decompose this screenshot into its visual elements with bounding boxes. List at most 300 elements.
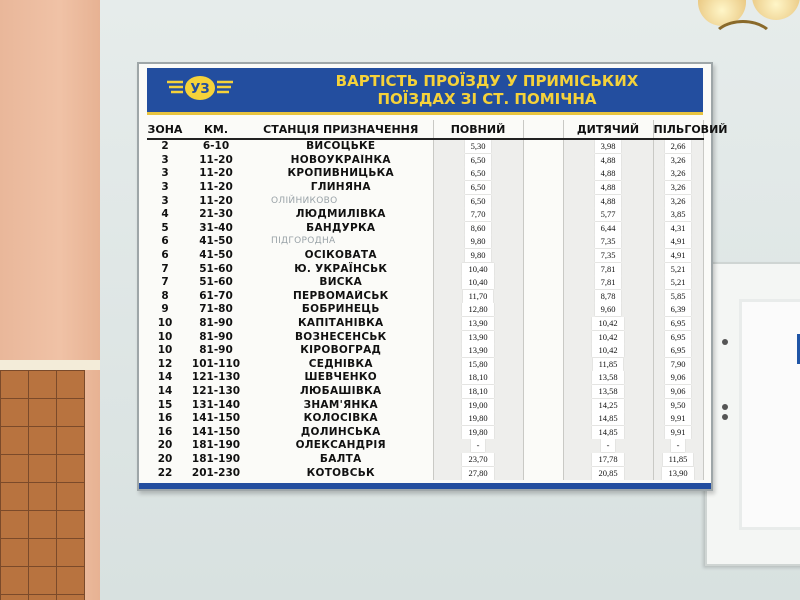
- row-fare-discount-label: 6,39: [665, 303, 692, 316]
- table-row: [147, 249, 703, 263]
- row-station: ОСІКОВАТА: [304, 249, 377, 262]
- row-fare-child: [563, 222, 653, 236]
- row-fare-full: [433, 344, 523, 358]
- row-km: 31-40: [199, 221, 233, 234]
- row-km: 101-110: [191, 357, 241, 370]
- row-fare-child-label: 14,25: [592, 399, 623, 412]
- row-zone: 20: [157, 452, 173, 465]
- row-station: ОЛЕКСАНДРІЯ: [295, 439, 386, 452]
- row-fare-child-label: 20,85: [592, 467, 623, 480]
- table-row: [147, 398, 703, 412]
- row-zone: 14: [157, 384, 173, 397]
- col-header-discount: ПІЛЬГОВИЙ: [653, 120, 703, 139]
- row-fare-child: [563, 385, 653, 399]
- row-fare-full: [433, 358, 523, 372]
- row-fare-child: [563, 181, 653, 195]
- row-gap: [523, 154, 563, 168]
- table-row: [147, 358, 703, 372]
- row-fare-discount: [653, 317, 703, 331]
- table-row: [147, 262, 703, 276]
- row-zone: 3: [161, 181, 169, 194]
- row-fare-full-label: -: [471, 439, 486, 452]
- col-header-station: СТАНЦІЯ ПРИЗНАЧЕННЯ: [249, 120, 433, 139]
- col-header-zone: ЗОНА: [147, 120, 183, 139]
- lamp-shade-right: [752, 0, 800, 20]
- row-fare-child: [563, 358, 653, 372]
- row-km: 141-150: [191, 425, 241, 438]
- table-row: [147, 439, 703, 453]
- table-row: [147, 330, 703, 344]
- row-fare-full: [433, 181, 523, 195]
- row-fare-child: [563, 344, 653, 358]
- row-km: 181-190: [191, 439, 241, 452]
- row-fare-discount: [653, 167, 703, 181]
- row-km: 181-190: [191, 452, 241, 465]
- row-fare-full-label: 19,80: [462, 426, 493, 439]
- row-fare-full-label: 11,70: [463, 290, 494, 303]
- table-row: [147, 425, 703, 439]
- row-fare-discount: [653, 154, 703, 168]
- row-fare-child-label: 4,88: [595, 154, 622, 167]
- row-fare-discount-label: 4,91: [665, 235, 692, 248]
- row-station: НОВОУКРАЇНКА: [290, 153, 391, 166]
- row-gap: [523, 425, 563, 439]
- row-fare-child-label: 10,42: [592, 331, 623, 344]
- frame-bolt: [722, 339, 728, 345]
- row-zone: 9: [161, 303, 169, 316]
- row-fare-child-label: 6,44: [595, 222, 622, 235]
- row-zone: 6: [161, 235, 169, 248]
- row-fare-child: [563, 276, 653, 290]
- tiled-wall: [0, 370, 85, 600]
- row-fare-full-label: 7,70: [465, 208, 492, 221]
- left-wall: [0, 0, 100, 600]
- table-row: [147, 222, 703, 236]
- col-header-full: ПОВНИЙ: [433, 120, 523, 139]
- row-fare-full-label: 13,90: [462, 331, 493, 344]
- row-gap: [523, 235, 563, 249]
- row-fare-full-label: 19,80: [462, 412, 493, 425]
- row-fare-full-label: 27,80: [462, 467, 493, 480]
- row-fare-full: [433, 276, 523, 290]
- row-fare-full: [433, 412, 523, 426]
- table-row: [147, 466, 703, 480]
- row-station: Ю. УКРАЇНСЬК: [294, 262, 388, 275]
- row-station: БОБРИНЕЦЬ: [301, 303, 380, 316]
- title-line-2: ПОЇЗДАХ ЗІ СТ. ПОМІЧНА: [377, 90, 597, 108]
- row-fare-full-label: 9,80: [465, 235, 492, 248]
- row-fare-full: [433, 317, 523, 331]
- row-km: 121-130: [191, 384, 241, 397]
- row-fare-discount-label: 3,85: [665, 208, 692, 221]
- row-fare-discount: [653, 453, 703, 467]
- table-row: [147, 317, 703, 331]
- row-station: ПЕРВОМАЙСЬК: [292, 289, 389, 302]
- row-fare-discount-label: 5,85: [665, 290, 692, 303]
- row-station: ОЛІЙНИКОВО: [271, 195, 338, 206]
- row-fare-child-label: 9,60: [595, 303, 622, 316]
- table-row: [147, 154, 703, 168]
- row-fare-child: [563, 453, 653, 467]
- row-fare-child-label: 17,78: [592, 453, 623, 466]
- row-fare-full-label: 6,50: [465, 195, 492, 208]
- row-fare-full: [433, 466, 523, 480]
- row-fare-child-label: 14,85: [592, 412, 623, 425]
- row-fare-discount: [653, 194, 703, 208]
- row-gap: [523, 208, 563, 222]
- row-fare-discount-label: 9,06: [665, 385, 692, 398]
- row-gap: [523, 181, 563, 195]
- table-row: [147, 385, 703, 399]
- row-fare-full: [433, 303, 523, 317]
- row-station: КРОПИВНИЦЬКА: [287, 167, 394, 180]
- row-zone: 22: [157, 466, 173, 479]
- row-fare-child-label: 4,88: [595, 167, 622, 180]
- row-fare-full-label: 6,50: [465, 181, 492, 194]
- row-fare-discount-label: 9,06: [665, 371, 692, 384]
- row-station: КОТОВСЬК: [306, 466, 375, 479]
- row-fare-discount-label: 11,85: [663, 453, 694, 466]
- table-row: [147, 276, 703, 290]
- board-footer-stripe: [139, 483, 711, 489]
- row-fare-child-label: 3,98: [595, 140, 622, 153]
- row-fare-child-label: 7,35: [595, 249, 622, 262]
- row-fare-full: [433, 167, 523, 181]
- row-fare-full: [433, 371, 523, 385]
- row-fare-full: [433, 385, 523, 399]
- row-station: ГЛИНЯНА: [310, 181, 371, 194]
- row-station: ЛЮБАШІВКА: [300, 384, 382, 397]
- row-fare-child-label: 7,81: [595, 276, 622, 289]
- row-fare-child: [563, 330, 653, 344]
- row-fare-child-label: 7,35: [595, 235, 622, 248]
- row-zone: 3: [161, 167, 169, 180]
- row-fare-child-label: 4,88: [595, 195, 622, 208]
- row-fare-full: [433, 208, 523, 222]
- row-fare-child: [563, 412, 653, 426]
- row-km: 51-60: [199, 262, 233, 275]
- row-fare-discount-label: 5,21: [665, 263, 692, 276]
- row-fare-discount: [653, 412, 703, 426]
- row-station: ЛЮДМИЛІВКА: [295, 208, 386, 221]
- row-gap: [523, 222, 563, 236]
- row-fare-child: [563, 262, 653, 276]
- row-zone: 6: [161, 249, 169, 262]
- row-fare-full: [433, 290, 523, 304]
- row-fare-discount: [653, 358, 703, 372]
- row-fare-discount: [653, 371, 703, 385]
- notice-board: [705, 262, 800, 566]
- row-station: ШЕВЧЕНКО: [304, 371, 377, 384]
- uz-logo: [165, 74, 235, 104]
- row-gap: [523, 262, 563, 276]
- table-row: [147, 453, 703, 467]
- row-station: СЕДНІВКА: [308, 357, 373, 370]
- row-km: 11-20: [199, 194, 233, 207]
- row-gap: [523, 249, 563, 263]
- row-zone: 10: [157, 317, 173, 330]
- row-fare-discount-label: 9,91: [665, 412, 692, 425]
- row-fare-full: [433, 425, 523, 439]
- table-row: [147, 208, 703, 222]
- row-fare-full-label: 18,10: [462, 371, 493, 384]
- row-station: БАНДУРКА: [306, 221, 376, 234]
- row-fare-child: [563, 398, 653, 412]
- row-station: КАПІТАНІВКА: [298, 317, 384, 330]
- row-fare-full: [433, 139, 523, 154]
- row-fare-discount-label: 3,26: [665, 154, 692, 167]
- row-fare-full-label: 13,90: [462, 344, 493, 357]
- row-fare-full: [433, 439, 523, 453]
- fare-table: [147, 120, 728, 480]
- row-gap: [523, 344, 563, 358]
- row-gap: [523, 466, 563, 480]
- row-fare-discount: [653, 344, 703, 358]
- row-gap: [523, 358, 563, 372]
- row-gap: [523, 385, 563, 399]
- wall-trim: [0, 360, 100, 370]
- table-header-row: [147, 120, 703, 139]
- row-gap: [523, 194, 563, 208]
- notice-frame: [739, 299, 800, 530]
- col-gap: [523, 120, 563, 139]
- row-gap: [523, 330, 563, 344]
- row-fare-discount: [653, 249, 703, 263]
- row-km: 141-150: [191, 412, 241, 425]
- row-fare-discount: [653, 466, 703, 480]
- row-fare-child: [563, 290, 653, 304]
- row-fare-full: [433, 330, 523, 344]
- row-fare-full-label: 6,50: [465, 154, 492, 167]
- row-fare-child-label: 7,81: [595, 263, 622, 276]
- row-gap: [523, 439, 563, 453]
- row-fare-child: [563, 154, 653, 168]
- row-fare-discount: [653, 208, 703, 222]
- row-fare-full-label: 19,00: [462, 399, 493, 412]
- row-fare-full: [433, 154, 523, 168]
- row-fare-discount-label: 4,31: [665, 222, 692, 235]
- row-fare-child-label: 10,42: [592, 344, 623, 357]
- row-fare-discount-label: 6,95: [665, 344, 692, 357]
- row-km: 41-50: [199, 249, 233, 262]
- row-km: 81-90: [199, 344, 233, 357]
- board-title: [277, 72, 697, 108]
- row-fare-full-label: 23,70: [462, 453, 493, 466]
- table-row: [147, 303, 703, 317]
- row-fare-discount-label: 9,50: [665, 399, 692, 412]
- row-gap: [523, 398, 563, 412]
- row-fare-child: [563, 235, 653, 249]
- row-km: 71-80: [199, 303, 233, 316]
- row-fare-full-label: 9,80: [465, 249, 492, 262]
- table-row: [147, 139, 703, 154]
- row-fare-full-label: 8,60: [465, 222, 492, 235]
- row-station: ПІДГОРОДНА: [271, 236, 336, 247]
- table-row: [147, 167, 703, 181]
- row-station: ВИСОЦЬКЕ: [306, 140, 376, 153]
- row-fare-child-label: -: [601, 439, 616, 452]
- row-gap: [523, 290, 563, 304]
- col-header-km: КМ.: [183, 120, 249, 139]
- row-fare-full-label: 13,90: [462, 317, 493, 330]
- row-fare-child: [563, 208, 653, 222]
- row-fare-child: [563, 249, 653, 263]
- row-gap: [523, 317, 563, 331]
- row-km: 201-230: [191, 466, 241, 479]
- frame-bolt: [722, 414, 728, 420]
- row-zone: 10: [157, 330, 173, 343]
- row-km: 11-20: [199, 181, 233, 194]
- row-fare-child-label: 8,78: [595, 290, 622, 303]
- col-header-child: ДИТЯЧИЙ: [563, 120, 653, 139]
- row-station: ВОЗНЕСЕНСЬК: [294, 330, 387, 343]
- row-fare-child: [563, 167, 653, 181]
- row-km: 41-50: [199, 235, 233, 248]
- row-zone: 2: [161, 140, 169, 153]
- row-station: КІРОВОГРАД: [300, 344, 382, 357]
- table-row: [147, 194, 703, 208]
- row-fare-full-label: 15,80: [462, 358, 493, 371]
- table-row: [147, 412, 703, 426]
- row-fare-discount-label: 5,21: [665, 276, 692, 289]
- table-row: [147, 344, 703, 358]
- row-fare-discount-label: 6,95: [665, 317, 692, 330]
- row-fare-full: [433, 194, 523, 208]
- row-zone: 4: [161, 208, 169, 221]
- row-fare-child: [563, 303, 653, 317]
- row-zone: 12: [157, 357, 173, 370]
- row-fare-full: [433, 453, 523, 467]
- row-fare-child: [563, 439, 653, 453]
- row-fare-full: [433, 249, 523, 263]
- row-km: 121-130: [191, 371, 241, 384]
- row-fare-child: [563, 139, 653, 154]
- row-km: 11-20: [199, 153, 233, 166]
- row-fare-child: [563, 466, 653, 480]
- row-km: 61-70: [199, 289, 233, 302]
- row-fare-child-label: 4,88: [595, 181, 622, 194]
- row-fare-child: [563, 371, 653, 385]
- row-zone: 3: [161, 194, 169, 207]
- row-fare-child-label: 14,85: [592, 426, 623, 439]
- fare-table-body: [147, 139, 703, 480]
- row-km: 81-90: [199, 317, 233, 330]
- table-row: [147, 290, 703, 304]
- wall-lamp: [690, 0, 800, 70]
- title-line-1: ВАРТІСТЬ ПРОЇЗДУ У ПРИМІСЬКИХ: [335, 72, 639, 90]
- row-fare-discount-label: -: [671, 439, 686, 452]
- row-zone: 5: [161, 221, 169, 234]
- row-zone: 7: [161, 276, 169, 289]
- row-fare-full: [433, 398, 523, 412]
- row-fare-discount-label: 13,90: [662, 467, 693, 480]
- row-gap: [523, 139, 563, 154]
- row-fare-discount: [653, 222, 703, 236]
- row-gap: [523, 303, 563, 317]
- row-fare-child-label: 10,42: [592, 317, 623, 330]
- row-gap: [523, 412, 563, 426]
- row-fare-full-label: 10,40: [462, 263, 493, 276]
- row-zone: 16: [157, 425, 173, 438]
- table-row: [147, 181, 703, 195]
- row-fare-discount: [653, 276, 703, 290]
- row-fare-discount: [653, 385, 703, 399]
- row-fare-discount: [653, 139, 703, 154]
- row-gap: [523, 371, 563, 385]
- logo-text: УЗ: [190, 82, 210, 97]
- row-station: ЗНАМ'ЯНКА: [303, 398, 378, 411]
- row-km: 81-90: [199, 330, 233, 343]
- row-fare-full-label: 5,30: [465, 140, 492, 153]
- row-fare-discount-label: 3,26: [665, 167, 692, 180]
- row-station: КОЛОСІВКА: [303, 412, 378, 425]
- row-zone: 14: [157, 371, 173, 384]
- row-gap: [523, 167, 563, 181]
- row-fare-discount: [653, 330, 703, 344]
- row-station: БАЛТА: [319, 452, 362, 465]
- row-fare-child-label: 13,58: [592, 385, 623, 398]
- row-fare-discount-label: 9,91: [665, 426, 692, 439]
- row-zone: 10: [157, 344, 173, 357]
- row-fare-child: [563, 194, 653, 208]
- row-zone: 7: [161, 262, 169, 275]
- lamp-arm: [710, 20, 776, 66]
- row-gap: [523, 276, 563, 290]
- frame-bolt: [722, 404, 728, 410]
- row-station: ВИСКА: [319, 276, 363, 289]
- row-km: 6-10: [202, 140, 230, 153]
- row-fare-discount: [653, 290, 703, 304]
- fare-board: [137, 62, 728, 491]
- table-row: [147, 235, 703, 249]
- table-row: [147, 371, 703, 385]
- row-zone: 3: [161, 153, 169, 166]
- row-fare-child-label: 5,77: [595, 208, 622, 221]
- row-fare-discount: [653, 303, 703, 317]
- row-fare-child: [563, 317, 653, 331]
- row-km: 11-20: [199, 167, 233, 180]
- row-km: 51-60: [199, 276, 233, 289]
- row-zone: 15: [157, 398, 173, 411]
- row-fare-full: [433, 262, 523, 276]
- row-fare-full-label: 6,50: [465, 167, 492, 180]
- row-km: 21-30: [199, 208, 233, 221]
- row-fare-discount-label: 3,26: [665, 181, 692, 194]
- row-fare-discount: [653, 425, 703, 439]
- row-fare-child-label: 13,58: [592, 371, 623, 384]
- row-fare-discount: [653, 181, 703, 195]
- row-fare-full: [433, 222, 523, 236]
- row-zone: 16: [157, 412, 173, 425]
- row-fare-discount-label: 2,66: [665, 140, 692, 153]
- row-km: 131-140: [191, 398, 241, 411]
- row-fare-child-label: 11,85: [593, 358, 624, 371]
- row-fare-child: [563, 425, 653, 439]
- row-fare-full-label: 12,80: [462, 303, 493, 316]
- row-fare-full-label: 10,40: [462, 276, 493, 289]
- row-station: ДОЛИНСЬКА: [300, 425, 381, 438]
- row-fare-discount-label: 7,90: [665, 358, 692, 371]
- row-fare-discount: [653, 439, 703, 453]
- row-fare-discount: [653, 235, 703, 249]
- row-fare-full: [433, 235, 523, 249]
- board-header: [147, 68, 703, 115]
- row-fare-discount-label: 4,91: [665, 249, 692, 262]
- row-zone: 8: [161, 289, 169, 302]
- row-fare-discount-label: 3,26: [665, 195, 692, 208]
- row-fare-discount: [653, 262, 703, 276]
- row-fare-discount: [653, 398, 703, 412]
